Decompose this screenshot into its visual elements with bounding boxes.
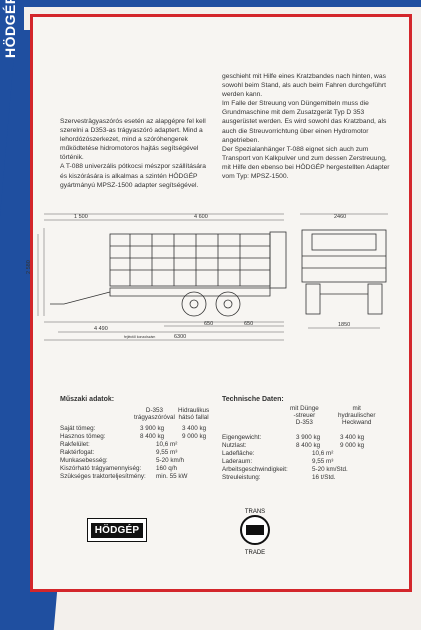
hu-row-value: 8 400 kg xyxy=(140,433,165,440)
de-row-value: 3 900 kg xyxy=(296,434,321,441)
de-specs-title: Technische Daten: xyxy=(222,396,284,403)
dim-bottom-4: 1850 xyxy=(338,322,351,328)
dim-bottom-1: 650 xyxy=(204,321,214,327)
de-col2-header: mit hydraulischer Heckwand xyxy=(338,405,376,426)
drawing-footer-value: 6300 xyxy=(174,334,187,340)
hu-row-label: Munkasebesség: xyxy=(60,457,108,464)
de-row-value: 8 400 kg xyxy=(296,442,321,449)
de-row-label: Ladefläche: xyxy=(222,450,255,457)
dim-side-1: 2 580 xyxy=(26,260,32,274)
hodgep-logo xyxy=(87,518,147,542)
hu-row-label: Kiszórható trágyamennyiség: xyxy=(60,465,142,472)
hu-row-label: Hasznos tömeg: xyxy=(60,433,106,440)
dim-bottom-3: 4 490 xyxy=(94,326,108,332)
de-row-value: 9 000 kg xyxy=(340,442,365,449)
trans-trade-logo xyxy=(236,503,274,557)
hu-row-value: 5-20 km/h xyxy=(156,457,184,464)
hu-row-value: 160 q/h xyxy=(156,465,178,472)
trade-text: TRADE xyxy=(244,550,266,556)
blue-top-band xyxy=(0,0,421,7)
hu-col2-header: Hidraulikus hátsó fallal xyxy=(178,407,210,421)
hu-row-value: 3 900 kg xyxy=(140,425,165,432)
hu-col1-header: D-353 trágyaszóróval xyxy=(134,407,175,421)
hu-specs-title: Műszaki adatok: xyxy=(60,396,115,403)
hu-row-label: Szükséges traktorteljesítmény: xyxy=(60,473,146,480)
de-row-label: Laderaum: xyxy=(222,458,253,465)
hu-row-value: min. 55 kW xyxy=(156,473,188,480)
de-row-label: Arbeitsgeschwindigkeit: xyxy=(222,466,288,473)
hu-row-label: Raktérfogat: xyxy=(60,449,95,456)
de-row-label: Nutzlast: xyxy=(222,442,247,449)
intro-text-de: geschieht mit Hilfe eines Kratzbandes nach hinten, was sowohl beim Stand, als auch beim Fahren durchgeführt werden kann. Im Falle der Streuung von Düngemitteln muss die Grundmaschine mit dem Zusatzgerät Typ D 353 ausgerüstet werden. Es wird sowohl das Kratzband, als auch die Streuvorrichtung über einen Hydromotor angetrieben. Der Spezialanhänger T-088 eignet sich auch zum Transport von Kalkpulver und zum dessen Zerstreuung, mit Hilfe den ebenso bei HÖDGÉP hergestellten Adapter vom Typ: MPSZ-1500. xyxy=(222,73,390,181)
dim-top-1: 1 500 xyxy=(74,214,88,220)
hu-row-value: 10,6 m² xyxy=(156,441,178,448)
de-row-value: 16 t/Std. xyxy=(312,474,336,481)
de-row-value: 5-20 km/Std. xyxy=(312,466,348,473)
intro-text-hu: Szervesträgyaszórós esetén az alapgépre fel kell szerelni a D353-as trágyaszóró adaptert. Mind a lehordózószerkezet, mind a szóróhengerek működtetése hidromotoros hajtás segítségével történik. A T-088 univerzális pótkocsi mészpor szállítására és kiszórására is alkalmas a szintén HÖDGÉP gyártmányú MPSZ-1500 adapter segítségével. xyxy=(60,118,206,189)
hu-row-value: 3 400 kg xyxy=(182,425,207,432)
hu-row-value: 9 000 kg xyxy=(182,433,207,440)
de-row-value: 9,55 m³ xyxy=(312,458,334,465)
de-row-value: 3 400 kg xyxy=(340,434,365,441)
de-row-value: 10,6 m² xyxy=(312,450,334,457)
dim-bottom-2: 650 xyxy=(244,321,254,327)
dim-top-3: 2460 xyxy=(334,214,347,220)
hu-row-label: Saját tömeg: xyxy=(60,425,96,432)
trans-text: TRANS xyxy=(244,509,266,515)
trailer-drawing xyxy=(26,204,396,352)
hu-row-value: 9,55 m³ xyxy=(156,449,178,456)
hu-row-label: Rakfelület: xyxy=(60,441,90,448)
trailer-rear-view xyxy=(300,214,388,328)
de-row-label: Eigengewicht: xyxy=(222,434,262,441)
de-col1-header: mit Dünge -streuer D-353 xyxy=(290,405,319,426)
drawing-footer-label: fejléctől konzolszám xyxy=(124,335,156,339)
de-row-label: Streuleistung: xyxy=(222,474,261,481)
hodgep-logo-text: HÖDGÉP xyxy=(91,523,144,538)
dim-top-2: 4 600 xyxy=(194,214,208,220)
